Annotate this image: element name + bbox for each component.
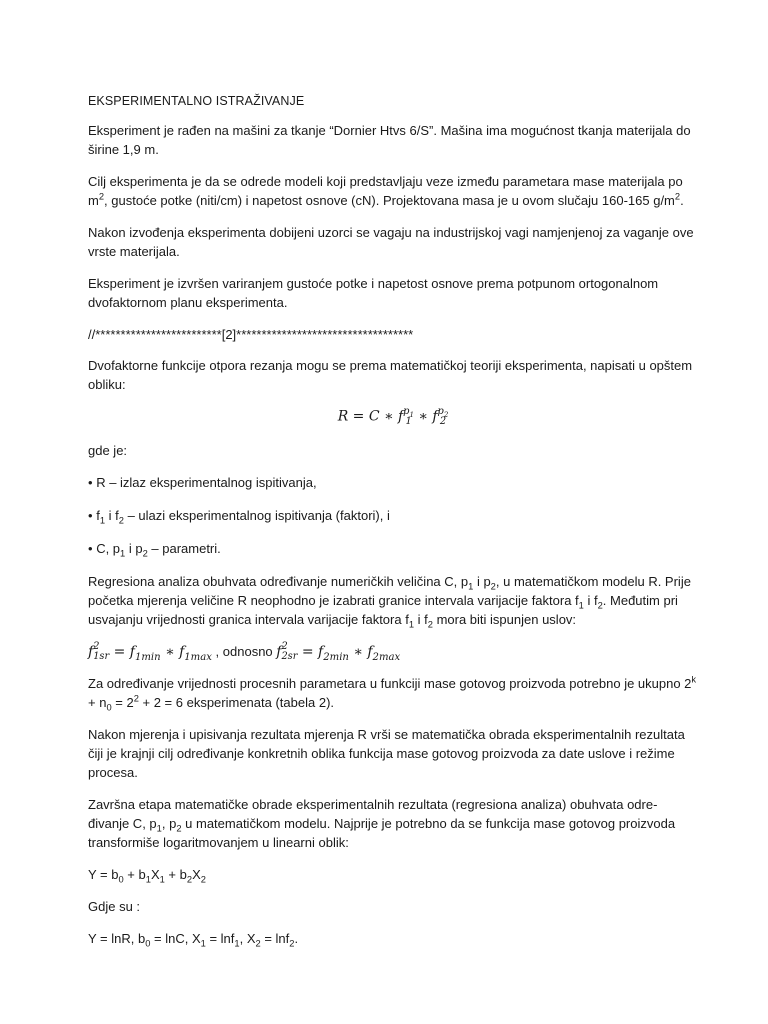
paragraph-machine: Eksperiment je rađen na mašini za tkanje “Dornier Htvs 6/S”. Mašina ima mogućnost tkanja materijala do širine 1,9 m. — [88, 123, 691, 157]
page-title: EKSPERIMENTALNO ISTRAŽIVANJE — [88, 94, 305, 108]
equation-definitions: Y = lnR, $b_0 = \ln C$, $X_1 = \ln f_1$, $X_2 = \ln f_2$. — [88, 930, 299, 949]
label-gdje-su: Gdje su : — [88, 898, 141, 914]
equation-linear: $Y = b_0 + b_1X_1 + b_2X_2$ — [88, 866, 206, 885]
label-gde-je: gde je: — [88, 442, 128, 458]
paragraph-samples: Nakon izvođenja eksperimenta dobijeni uzorci se vagaju na industrijskoj vagi namjenjenoj za vaganje ove vrste materijala. — [88, 225, 694, 259]
list-item: • R – izlaz eksperimentalnog ispitivanja, — [88, 474, 317, 490]
paragraph-processing: Nakon mjerenja i upisivanja rezultata mjerenja R vrši se matematička obrada eksperimentalnih rezultata čiji je krajnji cilj određivanje konkretnih oblika funkcija mase gotovog proizvoda za date uslove i režime procesa. — [88, 726, 685, 780]
equation-condition: f 2 1sr = $f_{1min}$ ∗ $f_{1max}$ , odnosno f 2 2sr = $f_{2min}$ ∗ $f_{2max}$ — [88, 641, 401, 663]
list-item: • $f_1$ i $f_2$ – ulazi eksperimentalnog ispitivanja (faktori), i — [88, 507, 390, 526]
paragraph-plan: Eksperiment je izvršen variranjem gustoće potke i napetost osnove prema potpunom ortogonalnom dvofaktornom planu eksperimenta. — [88, 276, 659, 310]
reference-separator: //*************************[2]*********************************** — [88, 327, 414, 342]
paragraph-experiments-count: Za određivanje vrijednosti procesnih parametara u funkciji mase gotovog proizvoda potrebno je ukupno $2^k + n_0 = 2^2 + 2 = 6$ eksperimenata (tabela 2). — [88, 674, 697, 713]
equation-model: R = C ∗ f $p_1$ 1 ∗ f $p_2$ 2 — [337, 406, 449, 427]
paragraph-final-stage: Završna etapa matematičke obrade eksperimentalnih rezultata (regresiona analiza) obuhvata odre-đivanje C, $p_1$, $p_2$ u matematičkom modelu. Najprije je potrebno da se funkcija mase gotovog proizvoda transformiše logaritmovanjem u linearni oblik: — [88, 796, 676, 850]
paragraph-goal: Cilj eksperimenta je da se odrede modeli koji predstavljaju veze između parametara mase materijala po $m^2$, gustoće potke (niti/cm) i napetost osnove (cN). Projektovana masa je u ovom slučaju 160-165 $g/m^2$. — [88, 174, 684, 208]
paragraph-functions: Dvofaktorne funkcije otpora rezanja mogu se prema matematičkoj teoriji eksperimenta, napisati u opštem obliku: — [88, 358, 693, 392]
list-item: • C, $p_1$ i $p_2$ – parametri. — [88, 540, 221, 559]
paragraph-regression: Regresiona analiza obuhvata određivanje numeričkih veličina C, $p_1$ i $p_2$, u matematičkom modelu R. Prije početka mjerenja veličine R neophodno je izabrati granice intervala varijacije faktora $f_1$ i $f_2$. Međutim pri usvajanju vrijednosti granica intervala varijacije faktora $f_1$ i $f_2$ mora biti ispunjen uslov: — [88, 573, 691, 630]
